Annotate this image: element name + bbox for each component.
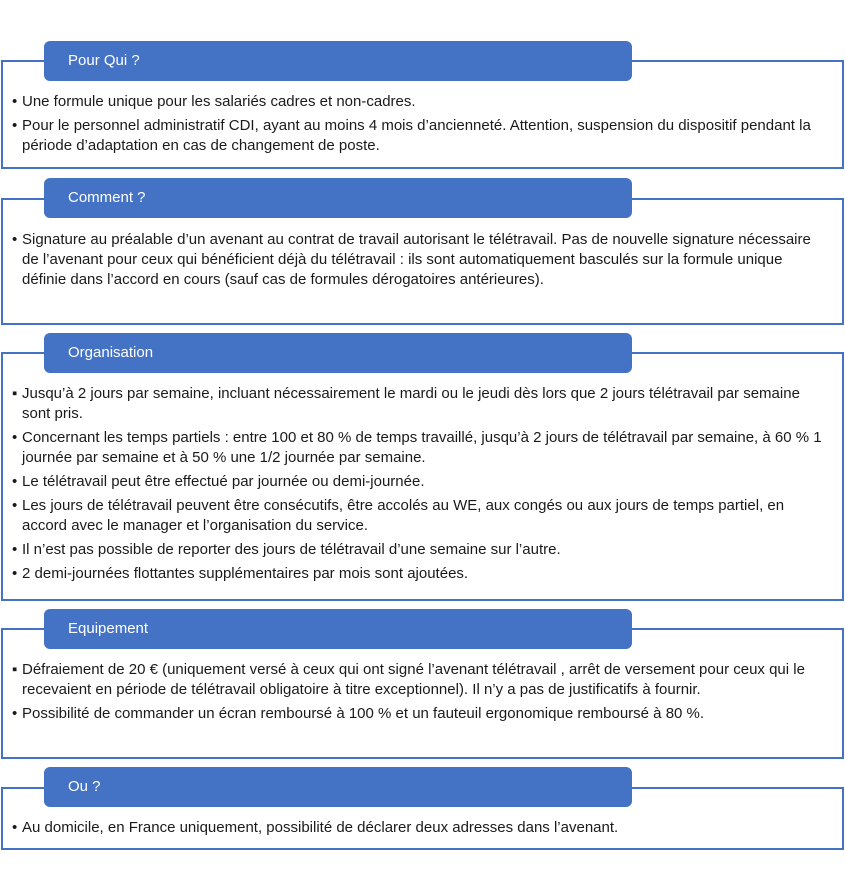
section-list-organisation [12,384,829,588]
list-item: • Il n’est pas possible de reporter des jours de télétravail d’une semaine sur l’autre. [12,540,829,560]
section-list-pour-qui [12,92,829,160]
section-header-comment: Comment ? [44,178,632,218]
list-item: • Concernant les temps partiels : entre 100 et 80 % de temps travaillé, jusqu’à 2 jours de télétravail par semaine, à 60 % 1 journée par semaine et à 50 % une 1/2 journée par semaine. [12,428,829,468]
list-item: • Au domicile, en France uniquement, possibilité de déclarer deux adresses dans l’avenant. [12,818,829,838]
list-item: • Possibilité de commander un écran remboursé à 100 % et un fauteuil ergonomique remboursé à 80 %. [12,704,829,724]
section-list-comment [12,230,829,294]
list-item: • Une formule unique pour les salariés cadres et non-cadres. [12,92,829,112]
list-item: ▪ Jusqu’à 2 jours par semaine, incluant nécessairement le mardi ou le jeudi dès lors que 2 jours télétravail par semaine sont pris. [12,384,829,424]
list-item: • Les jours de télétravail peuvent être consécutifs, être accolés au WE, aux congés ou aux jours de temps partiel, en accord avec le manager et l’organisation du service. [12,496,829,536]
list-item: ▪ Défraiement de 20 € (uniquement versé à ceux qui ont signé l’avenant télétravail , arrêt de versement pour ceux qui le recevaient en période de télétravail obligatoire à titre exceptionnel). Il n’y a pas de justificatifs à fournir. [12,660,829,700]
list-item: • Le télétravail peut être effectué par journée ou demi-journée. [12,472,829,492]
section-list-ou [12,818,829,842]
list-item: • Signature au préalable d’un avenant au contrat de travail autorisant le télétravail. Pas de nouvelle signature nécessaire de l’avenant pour ceux qui bénéficient déjà du télétravail : ils sont automatiquement basculés sur la formule unique définie dans l’accord en cours (sauf cas de formules dérogatoires antérieures). [12,230,829,290]
section-header-ou: Ou ? [44,767,632,807]
section-header-equipement: Equipement [44,609,632,649]
section-header-pour-qui: Pour Qui ? [44,41,632,81]
section-header-organisation: Organisation [44,333,632,373]
section-list-equipement [12,660,829,728]
list-item: • 2 demi-journées flottantes supplémentaires par mois sont ajoutées. [12,564,829,584]
list-item: • Pour le personnel administratif CDI, ayant au moins 4 mois d’ancienneté. Attention, suspension du dispositif pendant la période d’adaptation en cas de changement de poste. [12,116,829,156]
